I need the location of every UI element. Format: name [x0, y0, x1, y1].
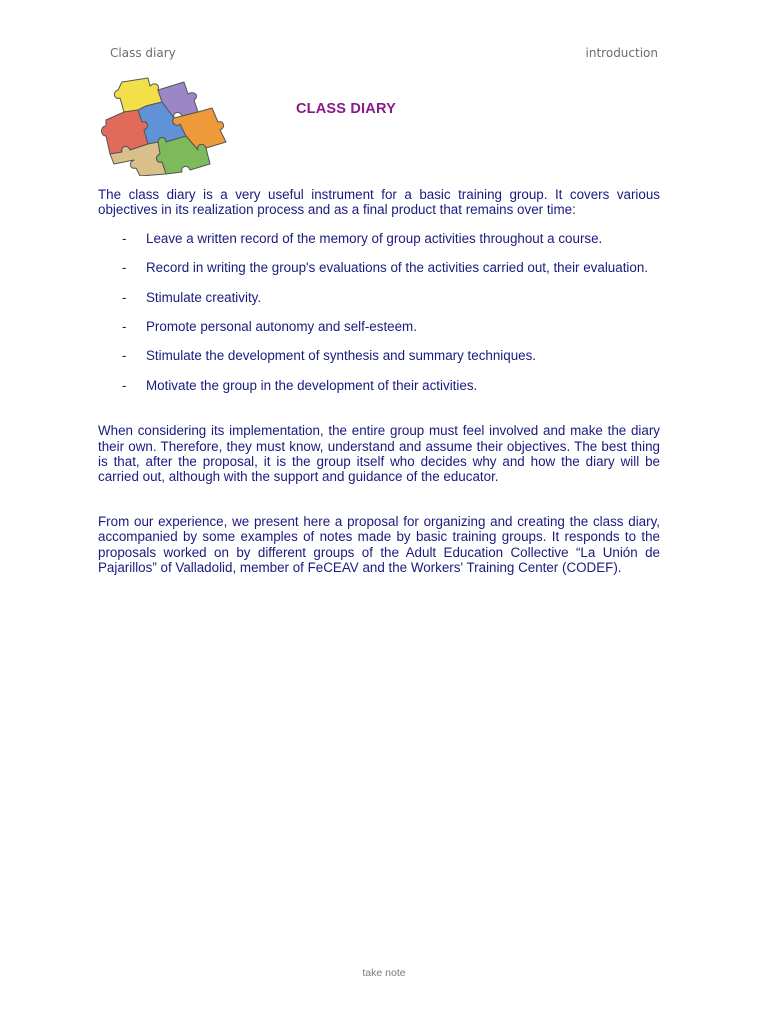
list-item: - Promote personal autonomy and self-esteem.	[122, 319, 417, 335]
list-item: - Record in writing the group's evaluations of the activities carried out, their evaluation.	[122, 260, 648, 276]
bullet-dash: -	[122, 319, 127, 335]
list-item: - Motivate the group in the development of their activities.	[122, 377, 478, 393]
list-item: - Leave a written record of the memory of group activities throughout a course.	[122, 230, 603, 246]
experience-paragraph: From our experience, we present here a proposal for organizing and creating the class diary, accompanied by some examples of notes made by basic training groups. It responds to the proposals worked on by different groups of the Adult Education Collective “La Unión de Pajarillos” of Valladolid, member of FeCEAV and the Workers' Training Center (CODEF).	[98, 513, 660, 576]
bullet-dash: -	[122, 289, 127, 305]
implementation-paragraph: When considering its implementation, the entire group must feel involved and make the diary their own. Therefore, they must know, understand and assume their objectives. The best thing is that, after the proposal, it is the group itself who decides why and how the diary will be carried out, although with the support and guidance of the educator.	[98, 423, 660, 485]
document-body	[98, 187, 660, 576]
objectives-list	[98, 231, 660, 393]
intro-paragraph: The class diary is a very useful instrument for a basic training group. It covers various objectives in its realization process and as a final product that remains over time:	[98, 187, 660, 218]
page-title: CLASS DIARY	[296, 101, 396, 117]
bullet-dash: -	[122, 230, 127, 246]
puzzle-pieces-illustration	[100, 72, 236, 176]
list-item: - Stimulate creativity.	[122, 289, 262, 305]
bullet-dash: -	[122, 377, 127, 393]
header-right: introduction	[585, 46, 658, 60]
list-item: - Stimulate the development of synthesis and summary techniques.	[122, 348, 537, 364]
bullet-dash: -	[122, 260, 127, 276]
bullet-dash: -	[122, 348, 127, 364]
header-left: Class diary	[110, 46, 176, 60]
page-footer: take note	[362, 967, 406, 979]
